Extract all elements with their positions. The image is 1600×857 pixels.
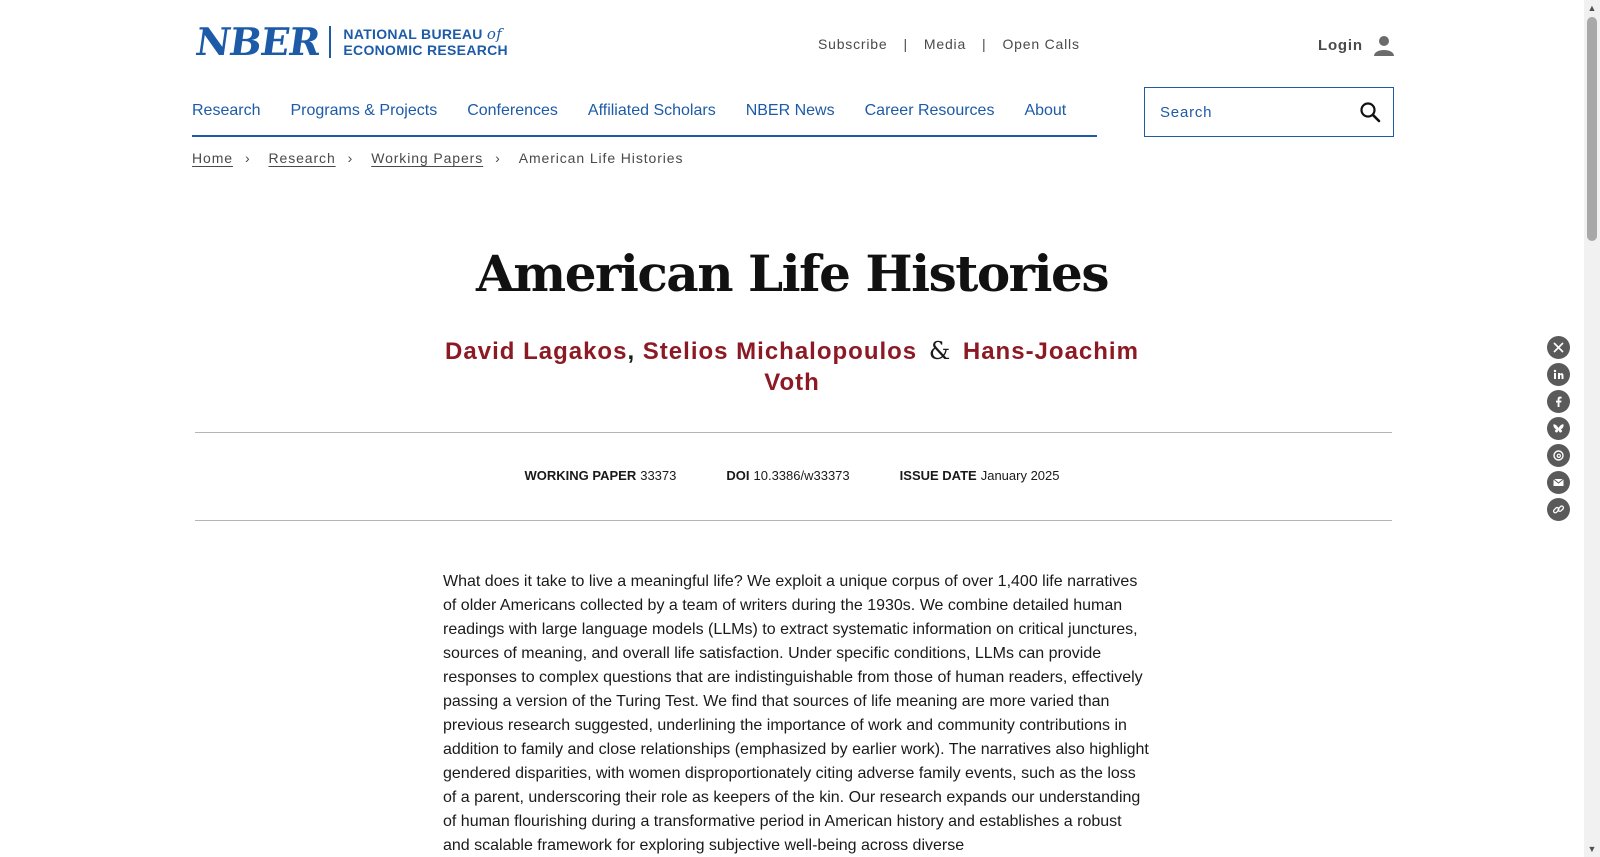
- utility-links: [818, 36, 1080, 52]
- breadcrumb-current: American Life Histories: [518, 150, 684, 166]
- search-input[interactable]: [1160, 104, 1359, 121]
- divider: [195, 432, 1392, 433]
- doi-value: 10.3386/w33373: [753, 468, 850, 483]
- nav-career-resources[interactable]: Career Resources: [864, 102, 995, 119]
- user-icon: [1373, 34, 1395, 56]
- login-button[interactable]: [1318, 34, 1395, 56]
- author-ampersand: &: [928, 337, 952, 365]
- author-list: [440, 336, 1144, 398]
- subscribe-link[interactable]: Subscribe: [818, 36, 888, 52]
- abstract-text: What does it take to live a meaningful life? We exploit a unique corpus of over 1,400 life narratives of older Americans collected by a team of writers during the 1930s. We combine detailed human readings with large language models (LLMs) to extract systematic information on critical junctures, sources of meaning, and overall life satisfaction. Under specific conditions, LLMs can provide responses to complex questions that are indistinguishable from those of human readers, effectively passing a version of the Turing Test. We find that sources of life meaning are more varied than previous research suggested, underlining the importance of work and community contributions in addition to family and close relationships (emphasized by earlier work). The narratives also highlight gendered disparities, with women disproportionately citing adverse family events, such as the loss of a parent, underscoring their role as keepers of the kin. Our research expands our understanding of human flourishing during a transformative period in American history and establishes a robust and scalable framework for exploring subjective well-being across diverse: [443, 573, 1149, 854]
- scrollbar[interactable]: [1584, 0, 1600, 857]
- share-bar: [1547, 336, 1570, 521]
- logo-line1: NATIONAL BUREAU: [343, 26, 483, 42]
- search-box: [1144, 87, 1394, 137]
- author-link[interactable]: Hans-Joachim Voth: [764, 338, 1139, 396]
- chevron-right-icon: ›: [244, 150, 251, 166]
- scroll-up-arrow-icon[interactable]: ▲: [1587, 3, 1597, 13]
- media-link[interactable]: Media: [923, 36, 967, 52]
- divider: [195, 520, 1392, 521]
- logo-wordmark: [343, 26, 508, 58]
- search-icon[interactable]: [1359, 101, 1381, 123]
- author-separator: ,: [627, 338, 636, 365]
- working-paper-number: 33373: [640, 468, 677, 483]
- threads-icon[interactable]: [1547, 444, 1570, 467]
- logo-mark: NBER: [192, 19, 323, 64]
- issue-date-meta: [900, 468, 1060, 483]
- breadcrumb-research[interactable]: Research: [268, 150, 336, 166]
- issue-date-value: January 2025: [980, 468, 1060, 483]
- author-link[interactable]: David Lagakos: [445, 338, 628, 365]
- facebook-icon[interactable]: [1547, 390, 1570, 413]
- working-paper-label: WORKING PAPER: [524, 468, 637, 483]
- email-icon[interactable]: [1547, 471, 1570, 494]
- bluesky-icon[interactable]: [1547, 417, 1570, 440]
- login-label: Login: [1318, 36, 1363, 54]
- breadcrumb-home[interactable]: Home: [192, 150, 233, 166]
- logo-line1-ital: of: [486, 25, 503, 43]
- nav-research[interactable]: Research: [192, 102, 261, 119]
- open-calls-link[interactable]: Open Calls: [1002, 36, 1080, 52]
- separator: |: [903, 36, 908, 52]
- nav-nber-news[interactable]: NBER News: [745, 102, 835, 119]
- nber-logo[interactable]: [192, 19, 508, 64]
- nav-programs-projects[interactable]: Programs & Projects: [290, 102, 438, 119]
- issue-date-label: ISSUE DATE: [899, 468, 977, 483]
- paper-meta: [0, 468, 1584, 483]
- x-icon[interactable]: [1547, 336, 1570, 359]
- doi-label: DOI: [726, 468, 750, 483]
- linkedin-icon[interactable]: [1547, 363, 1570, 386]
- nav-conferences[interactable]: Conferences: [467, 102, 558, 119]
- logo-divider: [329, 26, 331, 58]
- author-link[interactable]: Stelios Michalopoulos: [642, 338, 918, 365]
- chevron-right-icon: ›: [347, 150, 354, 166]
- nav-about[interactable]: About: [1024, 102, 1067, 119]
- chevron-right-icon: ›: [495, 150, 501, 166]
- scroll-down-arrow-icon[interactable]: ▼: [1587, 844, 1597, 854]
- breadcrumb: [192, 150, 683, 166]
- logo-line2: ECONOMIC RESEARCH: [343, 42, 508, 58]
- main-nav: [192, 100, 1097, 137]
- doi-meta: [726, 468, 849, 483]
- scroll-thumb[interactable]: [1587, 17, 1597, 241]
- working-paper-meta: [525, 468, 677, 483]
- link-icon[interactable]: [1547, 498, 1570, 521]
- nav-affiliated-scholars[interactable]: Affiliated Scholars: [587, 102, 716, 119]
- separator: |: [982, 36, 987, 52]
- page-title: American Life Histories: [476, 244, 1108, 303]
- breadcrumb-working-papers[interactable]: Working Papers: [371, 150, 484, 166]
